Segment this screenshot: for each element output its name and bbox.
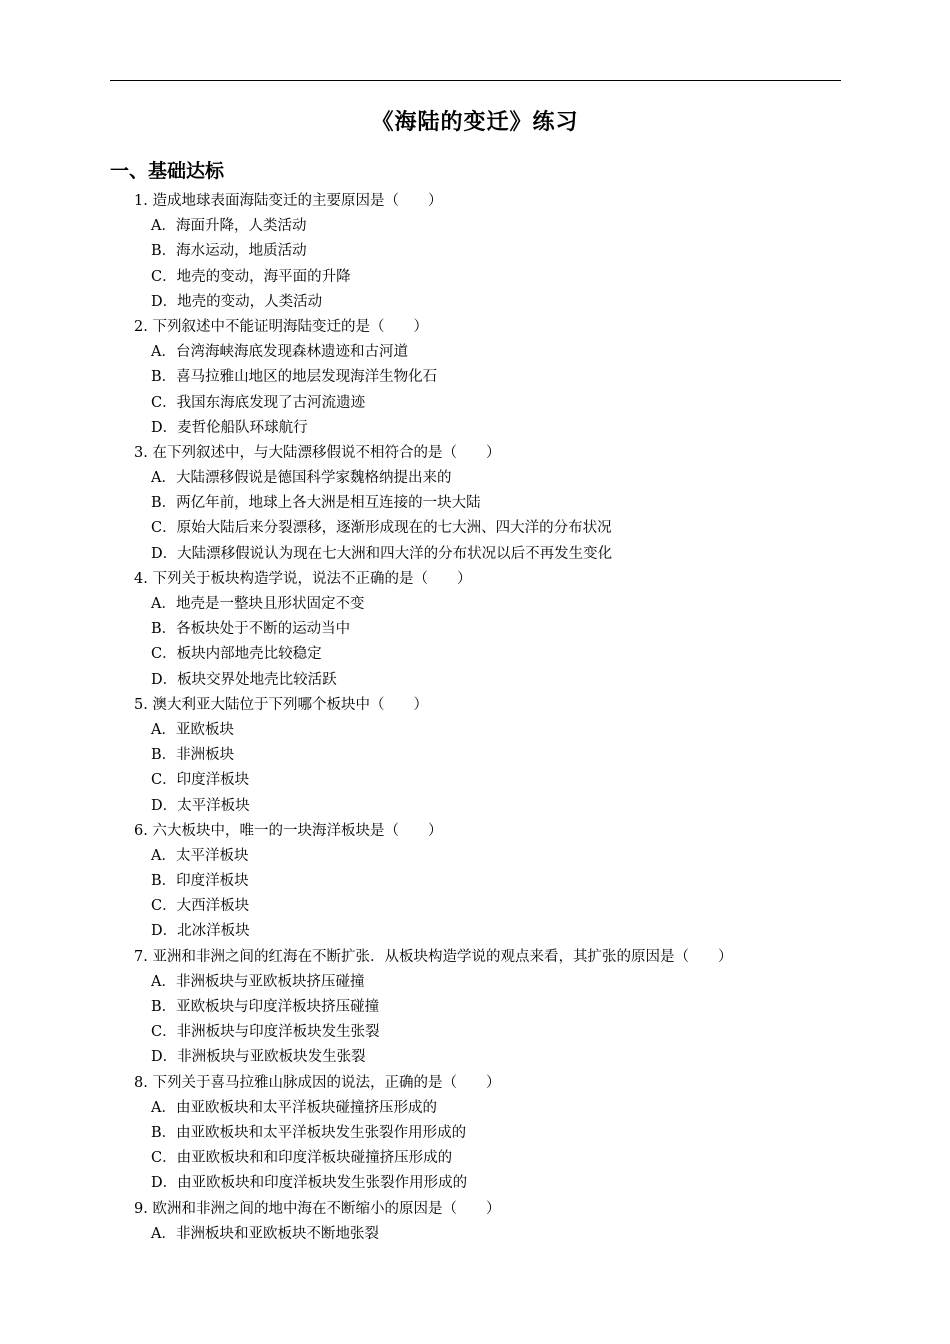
question-3-option-a: A．大陆漂移假说是德国科学家魏格纳提出来的: [151, 470, 452, 487]
question-3-option-b: B．两亿年前，地球上各大洲是相互连接的一块大陆: [151, 495, 481, 512]
question-3-option-d: D．大陆漂移假说认为现在七大洲和四大洋的分布状况以后不再发生变化: [151, 545, 613, 562]
question-6-option-a: A．太平洋板块: [151, 847, 249, 864]
question-5: 5. 澳大利亚大陆位于下列哪个板块中（ ）: [134, 696, 428, 713]
question-4-option-a: A．地壳是一整块且形状固定不变: [151, 596, 365, 612]
question-2-option-d: D．麦哲伦船队环球航行: [151, 419, 308, 436]
question-7-option-a: A．非洲板块与亚欧板块挤压碰撞: [151, 973, 365, 990]
question-8-option-c: C．由亚欧板块和和印度洋板块碰撞挤压形成的: [151, 1150, 453, 1167]
header-rule: [110, 80, 841, 81]
question-3-option-c: C．原始大陆后来分裂漂移，逐渐形成现在的七大洲、四大洋的分布状况: [151, 520, 612, 537]
question-2: 2. 下列叙述中不能证明海陆变迁的是（ ）: [134, 318, 428, 335]
question-6: 6. 六大板块中，唯一的一块海洋板块是（ ）: [134, 822, 443, 839]
question-1-option-a: A．海面升降，人类活动: [151, 218, 307, 235]
question-5-option-b: B．非洲板块: [151, 747, 235, 764]
question-6-option-c: C．大西洋板块: [151, 898, 250, 915]
question-2-option-b: B．喜马拉雅山地区的地层发现海洋生物化石: [151, 369, 438, 386]
question-1: 1. 造成地球表面海陆变迁的主要原因是（ ）: [134, 193, 443, 209]
question-1-option-d: D．地壳的变动，人类活动: [151, 293, 323, 310]
section-heading: 一、基础达标: [110, 160, 225, 182]
question-5-option-a: A．亚欧板块: [151, 721, 234, 738]
question-7-option-c: C．非洲板块与印度洋板块发生张裂: [151, 1024, 380, 1041]
question-1-option-b: B．海水运动，地质活动: [151, 243, 307, 260]
question-3: 3. 在下列叙述中，与大陆漂移假说不相符合的是（ ）: [134, 444, 501, 461]
question-1-option-c: C．地壳的变动，海平面的升降: [151, 268, 351, 285]
question-5-option-d: D．太平洋板块: [151, 797, 250, 814]
question-7: 7. 亚洲和非洲之间的红海在不断扩张．从板块构造学说的观点来看，其扩张的原因是（ ）: [134, 948, 733, 965]
question-8-option-b: B．由亚欧板块和太平洋板块发生张裂作用形成的: [151, 1124, 467, 1141]
question-8-option-a: A．由亚欧板块和太平洋板块碰撞挤压形成的: [151, 1099, 437, 1116]
question-8: 8. 下列关于喜马拉雅山脉成因的说法，正确的是（ ）: [134, 1074, 501, 1091]
question-5-option-c: C．印度洋板块: [151, 772, 250, 789]
question-4-option-b: B．各板块处于不断的运动当中: [151, 621, 351, 638]
question-4: 4. 下列关于板块构造学说，说法不正确的是（ ）: [134, 570, 472, 587]
question-2-option-c: C．我国东海底发现了古河流遗迹: [151, 394, 366, 411]
question-6-option-b: B．印度洋板块: [151, 873, 249, 890]
question-list: [0, 189, 950, 1247]
question-4-option-d: D．板块交界处地壳比较活跃: [151, 671, 337, 688]
question-7-option-d: D．非洲板块与亚欧板块发生张裂: [151, 1049, 366, 1066]
question-6-option-d: D．北冰洋板块: [151, 923, 250, 940]
question-2-option-a: A．台湾海峡海底发现森林遗迹和古河道: [151, 344, 408, 361]
question-9: 9. 欧洲和非洲之间的地中海在不断缩小的原因是（ ）: [134, 1200, 501, 1217]
question-8-option-d: D．由亚欧板块和印度洋板块发生张裂作用形成的: [151, 1175, 468, 1192]
question-9-option-a: A．非洲板块和亚欧板块不断地张裂: [151, 1225, 379, 1242]
document-title: 《海陆的变迁》练习: [371, 110, 579, 135]
question-7-option-b: B．亚欧板块与印度洋板块挤压碰撞: [151, 999, 380, 1015]
question-4-option-c: C．板块内部地壳比较稳定: [151, 646, 322, 663]
